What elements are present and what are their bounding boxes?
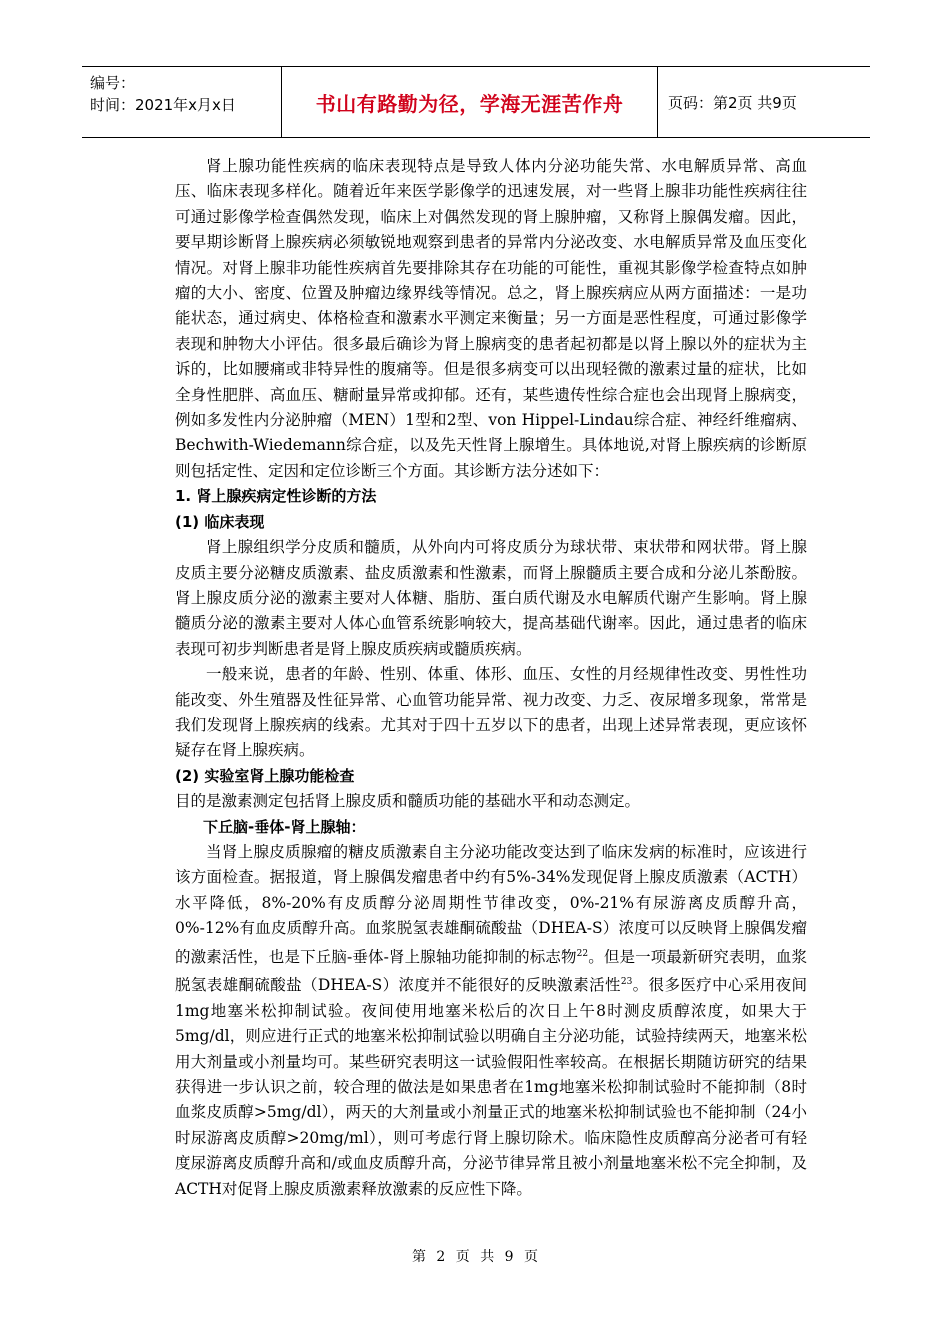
header-page-label: 页码：第2页 共9页 [668,93,797,112]
reference-23: 23 [620,977,633,988]
time-label: 时间：2021年x月x日 [90,96,236,114]
header-info [82,67,282,137]
subsection-heading-clinical: (1) 临床表现 [175,512,265,531]
section-heading-1: 1. 肾上腺疾病定性诊断的方法 [175,487,377,506]
paragraph-intro: 肾上腺功能性疾病的临床表现特点是导致人体内分泌功能失常、水电解质异常、高血压、临床表现多样化。随着近年来医学影像学的迅速发展，对一些肾上腺非功能性疾病往往可通过影像学检查偶然发现，临床上对偶然发现的肾上腺肿瘤，又称肾上腺偶发瘤。因此，要早期诊断肾上腺疾病必须敏锐地观察到患者的异常内分泌改变、水电解质异常及血压变化情况。对肾上腺非功能性疾病首先要排除其存在功能的可能性，重视其影像学检查特点如肿瘤的大小、密度、位置及肿瘤边缘界线等情况。总之，肾上腺疾病应从两方面描述：一是功能状态，通过病史、体格检查和激素水平测定来衡量；另一方面是恶性程度，可通过影像学表现和肿物大小评估。很多最后确诊为肾上腺病变的患者起初都是以肾上腺以外的症状为主诉的，比如腰痛或非特异性的腹痛等。但是很多病变可以出现轻微的激素过量的症状，比如全身性肥胖、高血压、糖耐量异常或抑郁。还有，某些遗传性综合症也会出现肾上腺病变，例如多发性内分泌肿瘤（MEN）1型和2型、von Hippel-Lindau综合症、神经纤维瘤病、Bechwith-Wiedemann综合症，以及先天性肾上腺增生。具体地说,对肾上腺疾病的诊断原则包括定性、定因和定位诊断三个方面。其诊断方法分述如下： [175,157,807,480]
paragraph-axis [175,840,807,1202]
code-label: 编号： [90,74,136,92]
document-body [175,154,807,1202]
page-header [82,66,870,138]
paragraph-lab-purpose: 目的是激素测定包括肾上腺皮质和髓质功能的基础水平和动态测定。 [175,792,641,811]
paragraph-histology: 肾上腺组织学分皮质和髓质，从外向内可将皮质分为球状带、束状带和网状带。肾上腺皮质主要分泌糖皮质激素、盐皮质激素和性激素，而肾上腺髓质主要合成和分泌儿茶酚胺。肾上腺皮质分泌的激素主要对人体糖、脂肪、蛋白质代谢及水电解质代谢产生影响。肾上腺髓质分泌的激素主要对人体心血管系统影响较大，提高基础代谢率。因此，通过患者的临床表现可初步判断患者是肾上腺皮质疾病或髓质疾病。 [175,538,807,658]
paragraph-axis-part-3: 。很多医疗中心采用夜间1mg地塞米松抑制试验。夜间使用地塞米松后的次日上午8时测皮质醇浓度，如果大于5mg/dl，则应进行正式的地塞米松抑制试验以明确自主分泌功能，试验持续两天，地塞米松用大剂量或小剂量均可。某些研究表明这一试验假阳性率较高。在根据长期随访研究的结果获得进一步认识之前，较合理的做法是如果患者在1mg地塞米松抑制试验时不能抑制（8时血浆皮质醇>5mg/dl），两天的大剂量或小剂量正式的地塞米松抑制试验也不能抑制（24小时尿游离皮质醇>20mg/ml），则可考虑行肾上腺切除术。临床隐性皮质醇高分泌者可有轻度尿游离皮质醇升高和/或血皮质醇升高，分泌节律异常且被小剂量地塞米松不完全抑制，及ACTH对促肾上腺皮质激素释放激素的反应性下降。 [175,976,807,1198]
page-footer: 第 2 页 共 9 页 [411,1249,539,1265]
header-motto: 书山有路勤为径，学海无涯苦作舟 [282,67,658,137]
paragraph-axis-part-1: 当肾上腺皮质腺瘤的糖皮质激素自主分泌功能改变达到了临床发病的标准时，应该进行该方面检查。据报道，肾上腺偶发瘤患者中约有5%-34%发现促肾上腺皮质激素（ACTH）水平降低，8%-20%有皮质醇分泌周期性节律改变，0%-21%有尿游离皮质醇升高，0%-12%有血皮质醇升高。血浆脱氢表雄酮硫酸盐（DHEA-S）浓度可以反映肾上腺偶发瘤的激素活性，也是下丘脑-垂体-肾上腺轴功能抑制的标志物 [175,842,807,966]
reference-22: 22 [576,948,589,959]
paragraph-clues: 一般来说，患者的年龄、性别、体重、体形、血压、女性的月经规律性改变、男性性功能改变、外生殖器及性征异常、心血管功能异常、视力改变、力乏、夜尿增多现象，常常是我们发现肾上腺疾病的线索。尤其对于四十五岁以下的患者，出现上述异常表现，更应该怀疑存在肾上腺疾病。 [175,665,807,760]
paragraph-axis-part-2: 。但是一项最新研究表明，血浆脱氢表雄酮硫酸盐（DHEA-S）浓度并不能很好的反映激素活性 [175,947,807,995]
subsection-heading-lab: (2) 实验室肾上腺功能检查 [175,766,355,785]
subsection-heading-axis: 下丘脑-垂体-肾上腺轴： [203,817,366,836]
